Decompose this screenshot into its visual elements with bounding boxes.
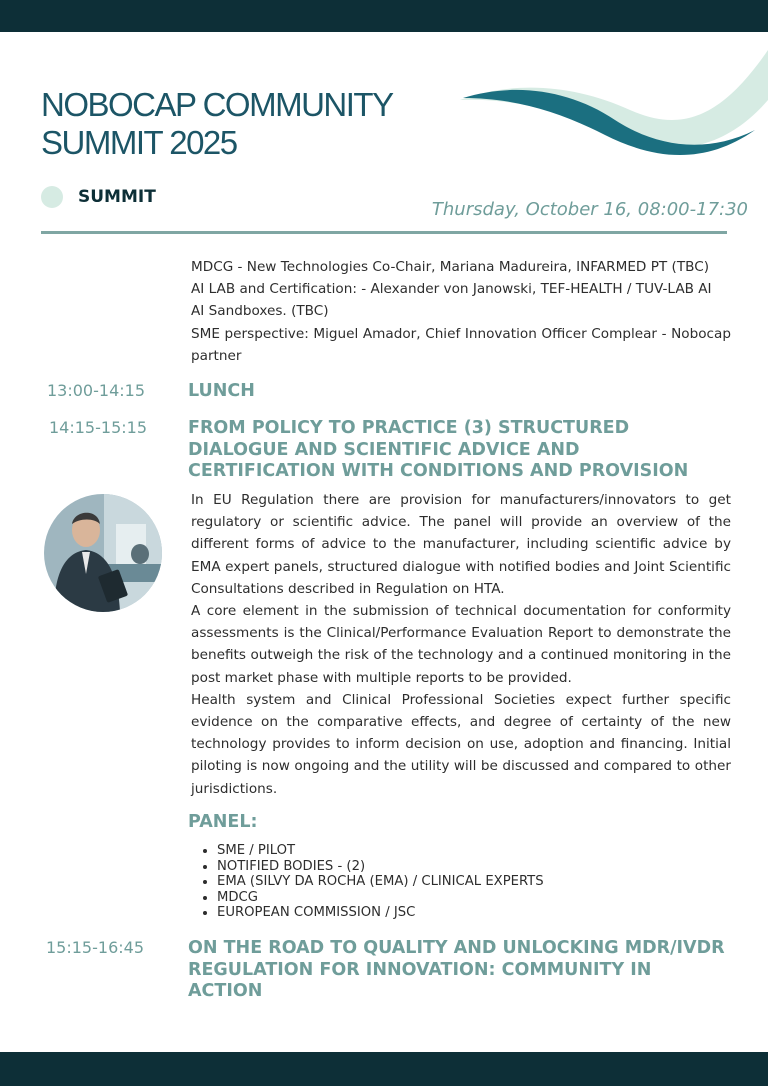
session-title-line: ON THE ROAD TO QUALITY AND UNLOCKING MDR/IVDR bbox=[188, 938, 725, 958]
list-item: • NOTIFIED BODIES - (2) bbox=[217, 859, 544, 875]
intro-line: AI LAB and Certification: - Alexander von Janowski, TEF-HEALTH / TUV-LAB AI bbox=[191, 281, 712, 298]
divider bbox=[41, 231, 727, 234]
session-title bbox=[188, 381, 255, 403]
bottom-band bbox=[0, 1052, 768, 1086]
event-date: Thursday, October 16, 08:00-17:30 bbox=[431, 199, 748, 220]
intro-line: AI Sandboxes. (TBC) bbox=[191, 303, 329, 320]
title-line: NOBOCAP COMMUNITY bbox=[41, 86, 393, 123]
description-paragraph: Health system and Clinical Professional Societies expect further specific evidence on the comparative effects, and degree of certainty of the new technology provides to inform decision on use, adoption and financing. Initial piloting is now ongoing and the utility will be discussed and compared to other jurisdictions. bbox=[191, 691, 731, 797]
list-item: • SME / PILOT bbox=[217, 843, 544, 859]
section-label: SUMMIT bbox=[78, 187, 156, 207]
session-title bbox=[188, 418, 688, 483]
session-title-line: ACTION bbox=[188, 981, 263, 1001]
intro-line: SME perspective: Miguel Amador, Chief Innovation Officer Complear - Nobocap partner bbox=[191, 325, 731, 364]
bullet-dot-icon bbox=[41, 186, 63, 208]
session-time: 15:15-16:45 bbox=[46, 938, 144, 957]
description-paragraph: In EU Regulation there are provision for manufacturers/innovators to get regulatory or scientific advice. The panel will provide an overview of the different forms of advice to the manufacturer, including scientific advice by EMA expert panels, structured dialogue with notified bodies and Joint Scientific Consultations described in Regulation on HTA. bbox=[191, 492, 731, 597]
session-title-line: REGULATION FOR INNOVATION: COMMUNITY IN bbox=[188, 959, 652, 980]
session-title-line: LUNCH bbox=[188, 381, 255, 401]
panel-list bbox=[200, 843, 544, 921]
session-title-line: FROM POLICY TO PRACTICE (3) STRUCTURED bbox=[188, 418, 630, 438]
session-time: 13:00-14:15 bbox=[47, 381, 145, 400]
description-paragraph: A core element in the submission of technical documentation for conformity assessments is the Clinical/Performance Evaluation Report to demonstrate the benefits outweigh the risk of the technology and a continued monitoring in the post market phase with multiple reports to be provided. bbox=[191, 603, 731, 686]
session-title bbox=[188, 938, 725, 1003]
title-line: SUMMIT 2025 bbox=[41, 124, 237, 161]
list-item: • MDCG bbox=[217, 890, 544, 906]
wave-decoration bbox=[455, 40, 768, 165]
intro-speakers bbox=[191, 256, 731, 367]
top-band bbox=[0, 0, 768, 32]
panel-heading: PANEL: bbox=[188, 812, 258, 832]
speaker-photo bbox=[44, 494, 162, 612]
list-item: • EMA (SILVY DA ROCHA (EMA) / CLINICAL EXPERTS bbox=[217, 874, 544, 890]
session-title-line: DIALOGUE AND SCIENTIFIC ADVICE AND bbox=[188, 439, 580, 460]
page-title bbox=[41, 86, 393, 162]
session-description bbox=[191, 489, 731, 800]
session-time: 14:15-15:15 bbox=[49, 418, 147, 437]
intro-line: MDCG - New Technologies Co-Chair, Mariana Madureira, INFARMED PT (TBC) bbox=[191, 259, 710, 275]
session-title-line: CERTIFICATION WITH CONDITIONS AND PROVISION bbox=[188, 461, 689, 481]
list-item: • EUROPEAN COMMISSION / JSC bbox=[217, 905, 544, 921]
